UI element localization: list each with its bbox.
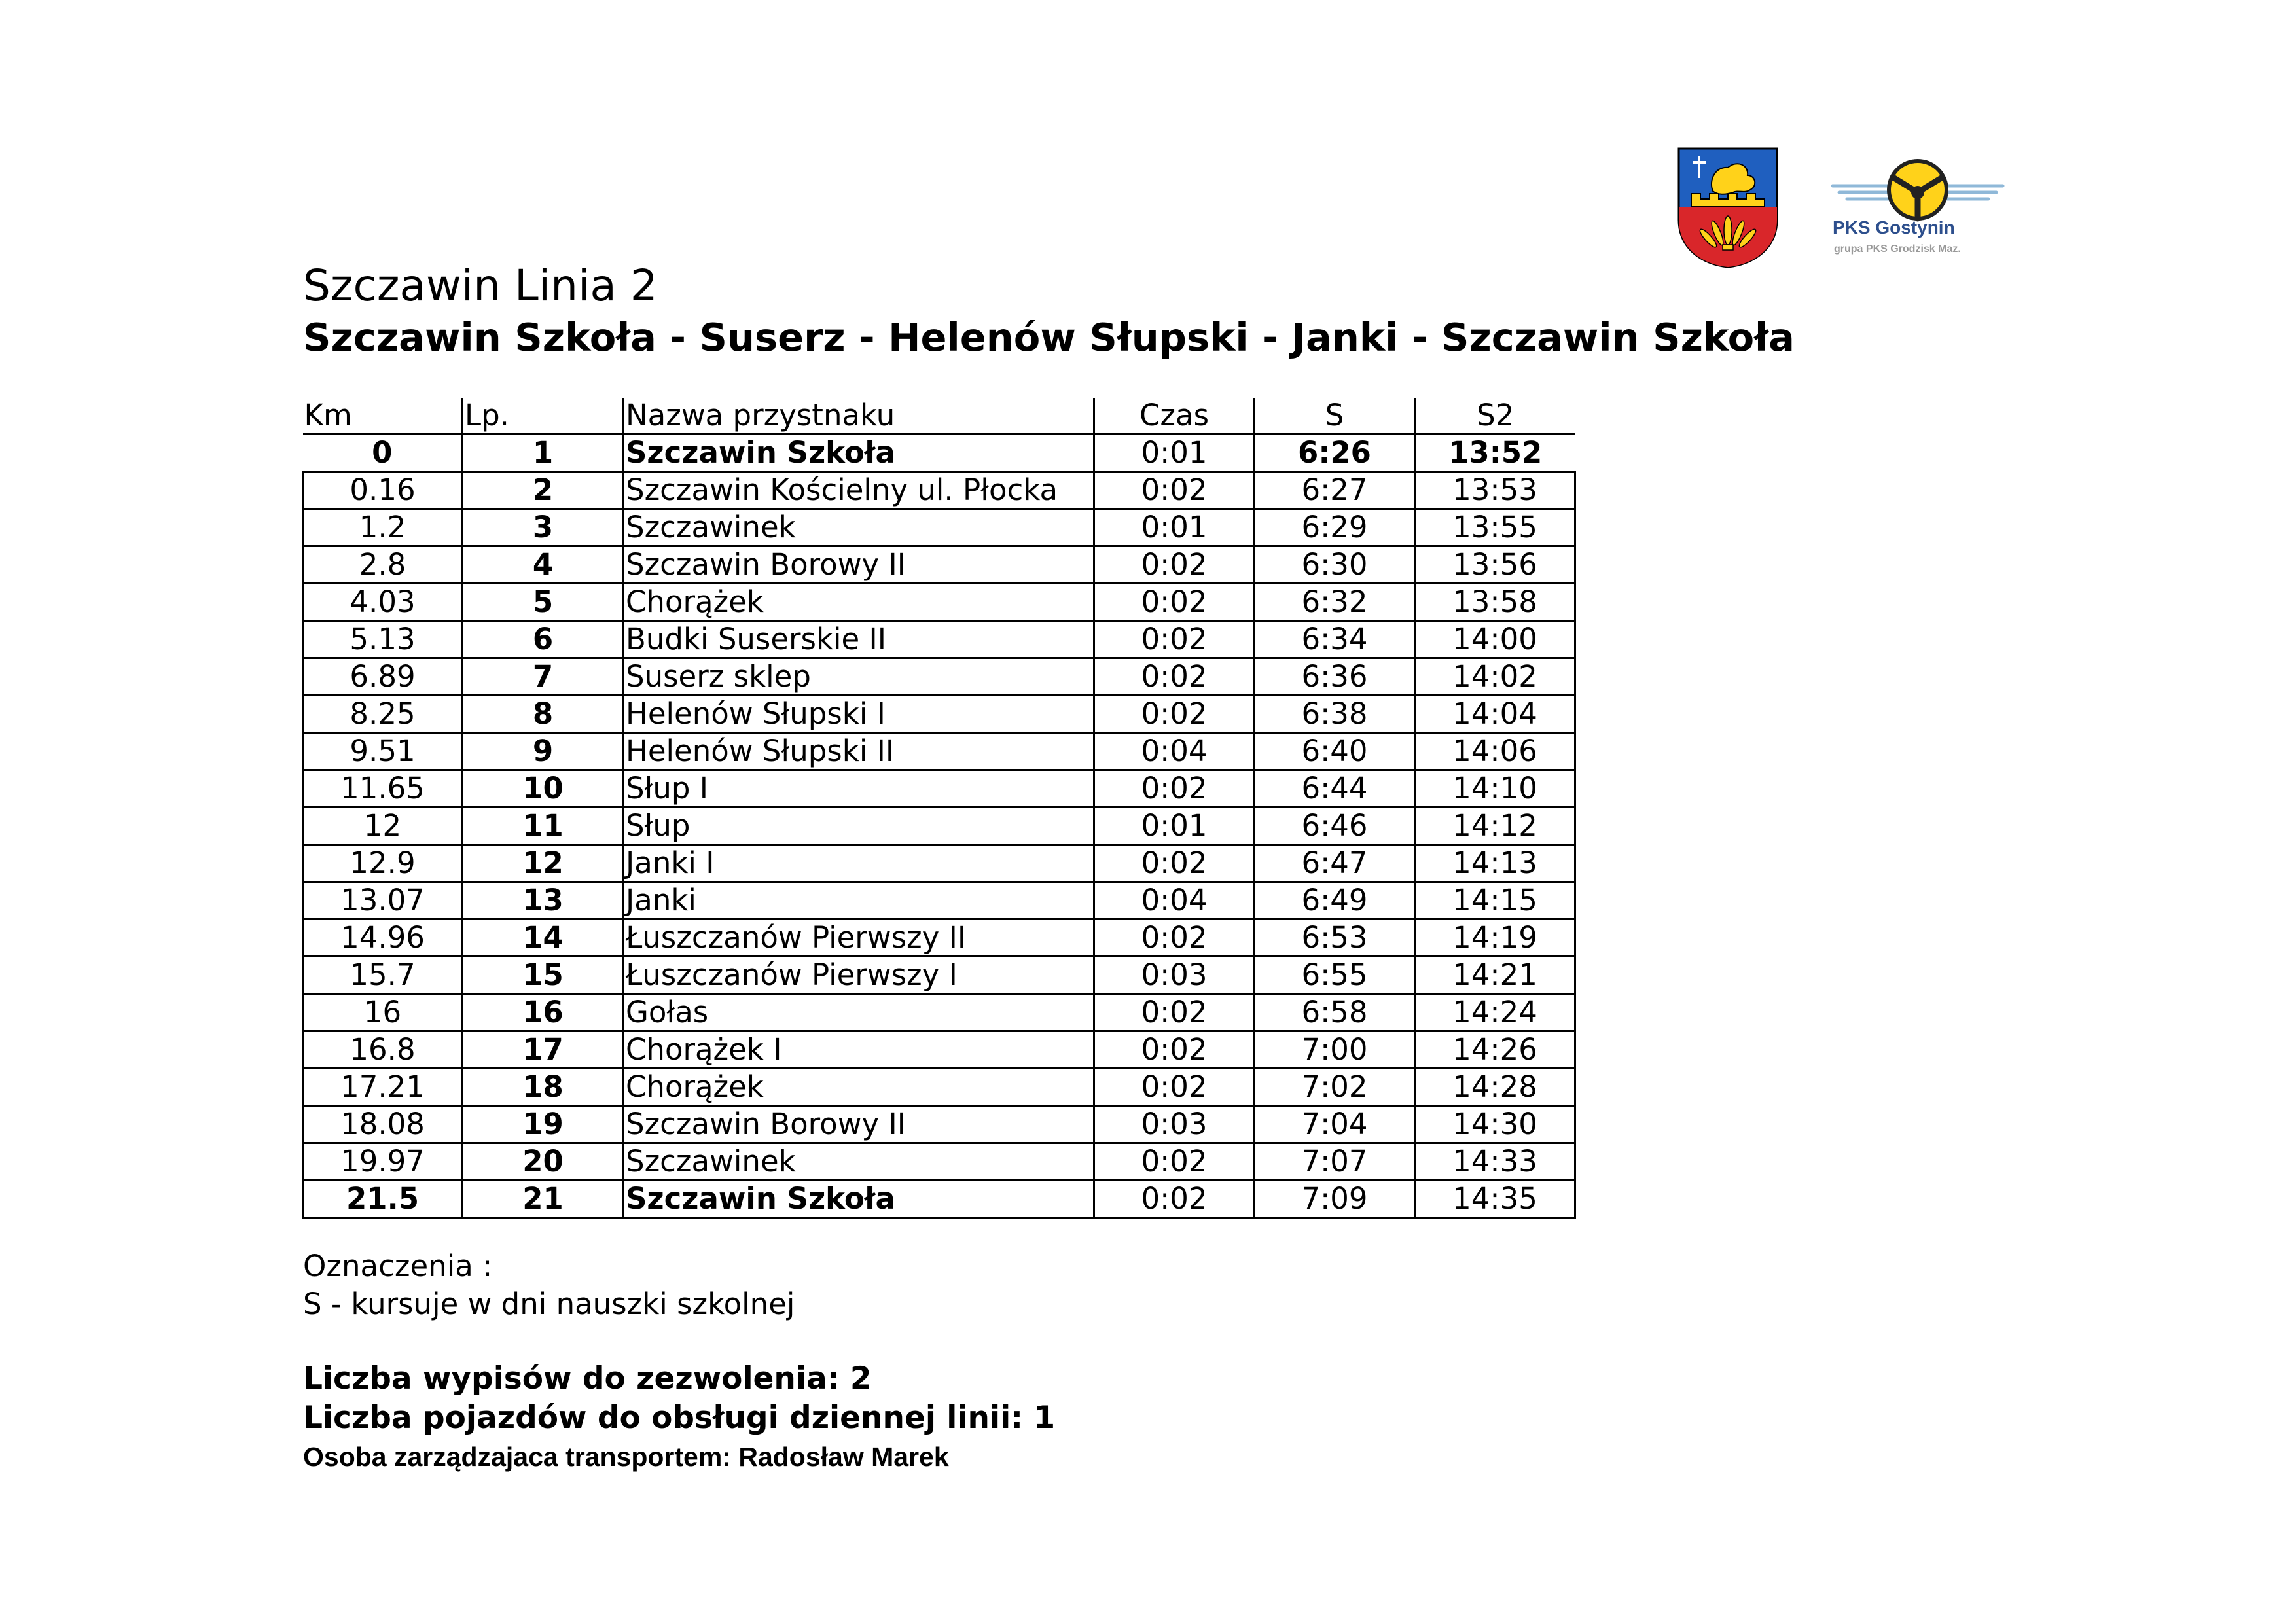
table-row xyxy=(303,1106,1575,1143)
stop-name-cell: Chorążek I xyxy=(624,1031,1094,1069)
s2-cell: 13:55 xyxy=(1415,509,1575,546)
stop-name-cell: Szczawinek xyxy=(624,1143,1094,1181)
table-row xyxy=(303,957,1575,994)
lp-cell: 7 xyxy=(463,658,624,696)
km-cell: 12 xyxy=(303,808,463,845)
s-cell: 6:44 xyxy=(1255,770,1415,808)
s2-cell: 14:12 xyxy=(1415,808,1575,845)
km-cell: 2.8 xyxy=(303,546,463,584)
header-time: Czas xyxy=(1094,398,1255,435)
s-cell: 6:32 xyxy=(1255,584,1415,621)
s2-cell: 13:52 xyxy=(1415,435,1575,472)
table-row xyxy=(303,472,1575,509)
s2-cell: 14:30 xyxy=(1415,1106,1575,1143)
s-cell: 7:04 xyxy=(1255,1106,1415,1143)
s2-cell: 13:53 xyxy=(1415,472,1575,509)
s-cell: 7:09 xyxy=(1255,1181,1415,1218)
lp-cell: 12 xyxy=(463,845,624,882)
stop-name-cell: Szczawin Borowy II xyxy=(624,1106,1094,1143)
s2-cell: 14:06 xyxy=(1415,733,1575,770)
time-cell: 0:02 xyxy=(1094,1031,1255,1069)
operator-subtitle: grupa PKS Grodzisk Maz. xyxy=(1834,243,1961,255)
table-row xyxy=(303,435,1575,472)
s-cell: 7:02 xyxy=(1255,1069,1415,1106)
route-title: Szczawin Szkoła - Suserz - Helenów Słupski - Janki - Szczawin Szkoła xyxy=(303,315,1795,360)
operator-name: PKS Gostynin xyxy=(1833,217,1955,238)
table-row xyxy=(303,919,1575,957)
page-title: Szczawin Linia 2 xyxy=(303,260,658,311)
km-cell: 14.96 xyxy=(303,919,463,957)
header-s2: S2 xyxy=(1415,398,1575,435)
km-cell: 5.13 xyxy=(303,621,463,658)
time-cell: 0:02 xyxy=(1094,1181,1255,1218)
s-cell: 6:26 xyxy=(1255,435,1415,472)
table-row xyxy=(303,584,1575,621)
lp-cell: 1 xyxy=(463,435,624,472)
s2-cell: 14:35 xyxy=(1415,1181,1575,1218)
table-row xyxy=(303,696,1575,733)
lp-cell: 9 xyxy=(463,733,624,770)
s2-cell: 13:56 xyxy=(1415,546,1575,584)
stop-name-cell: Łuszczanów Pierwszy II xyxy=(624,919,1094,957)
lp-cell: 15 xyxy=(463,957,624,994)
s2-cell: 14:02 xyxy=(1415,658,1575,696)
km-cell: 0.16 xyxy=(303,472,463,509)
km-cell: 13.07 xyxy=(303,882,463,919)
km-cell: 8.25 xyxy=(303,696,463,733)
table-row xyxy=(303,733,1575,770)
km-cell: 21.5 xyxy=(303,1181,463,1218)
s2-cell: 14:26 xyxy=(1415,1031,1575,1069)
stop-name-cell: Budki Suserskie II xyxy=(624,621,1094,658)
lp-cell: 17 xyxy=(463,1031,624,1069)
s-cell: 6:34 xyxy=(1255,621,1415,658)
table-row xyxy=(303,845,1575,882)
s-cell: 6:29 xyxy=(1255,509,1415,546)
header-s: S xyxy=(1255,398,1415,435)
legend-heading: Oznaczenia : xyxy=(303,1249,493,1283)
table-row xyxy=(303,1031,1575,1069)
lp-cell: 13 xyxy=(463,882,624,919)
transport-manager: Osoba zarządzajaca transportem: Radosław Marek xyxy=(303,1442,949,1472)
time-cell: 0:01 xyxy=(1094,435,1255,472)
permits-count: Liczba wypisów do zezwolenia: 2 xyxy=(303,1361,872,1397)
s-cell: 6:46 xyxy=(1255,808,1415,845)
km-cell: 6.89 xyxy=(303,658,463,696)
lp-cell: 8 xyxy=(463,696,624,733)
time-cell: 0:02 xyxy=(1094,1143,1255,1181)
table-row xyxy=(303,509,1575,546)
time-cell: 0:02 xyxy=(1094,472,1255,509)
s2-cell: 13:58 xyxy=(1415,584,1575,621)
s-cell: 7:00 xyxy=(1255,1031,1415,1069)
s2-cell: 14:19 xyxy=(1415,919,1575,957)
lp-cell: 11 xyxy=(463,808,624,845)
s-cell: 6:38 xyxy=(1255,696,1415,733)
time-cell: 0:04 xyxy=(1094,733,1255,770)
time-cell: 0:02 xyxy=(1094,621,1255,658)
lp-cell: 4 xyxy=(463,546,624,584)
lp-cell: 14 xyxy=(463,919,624,957)
table-row xyxy=(303,808,1575,845)
s-cell: 6:40 xyxy=(1255,733,1415,770)
table-row xyxy=(303,882,1575,919)
km-cell: 17.21 xyxy=(303,1069,463,1106)
km-cell: 16 xyxy=(303,994,463,1031)
s-cell: 7:07 xyxy=(1255,1143,1415,1181)
stop-name-cell: Szczawin Borowy II xyxy=(624,546,1094,584)
lp-cell: 21 xyxy=(463,1181,624,1218)
km-cell: 11.65 xyxy=(303,770,463,808)
s-cell: 6:36 xyxy=(1255,658,1415,696)
table-row xyxy=(303,546,1575,584)
km-cell: 12.9 xyxy=(303,845,463,882)
legend xyxy=(303,1247,795,1323)
s-cell: 6:47 xyxy=(1255,845,1415,882)
legend-item: S - kursuje w dni nauszki szkolnej xyxy=(303,1287,795,1321)
stop-name-cell: Szczawinek xyxy=(624,509,1094,546)
vehicles-count: Liczba pojazdów do obsługi dziennej linii: 1 xyxy=(303,1400,1056,1436)
timetable-body xyxy=(303,435,1575,1218)
stop-name-cell: Chorążek xyxy=(624,1069,1094,1106)
time-cell: 0:02 xyxy=(1094,1069,1255,1106)
stop-name-cell: Szczawin Szkoła xyxy=(624,1181,1094,1218)
time-cell: 0:03 xyxy=(1094,957,1255,994)
s-cell: 6:55 xyxy=(1255,957,1415,994)
km-cell: 15.7 xyxy=(303,957,463,994)
s-cell: 6:30 xyxy=(1255,546,1415,584)
s2-cell: 14:04 xyxy=(1415,696,1575,733)
stop-name-cell: Łuszczanów Pierwszy I xyxy=(624,957,1094,994)
lp-cell: 3 xyxy=(463,509,624,546)
stop-name-cell: Janki I xyxy=(624,845,1094,882)
stop-name-cell: Słup xyxy=(624,808,1094,845)
time-cell: 0:04 xyxy=(1094,882,1255,919)
s-cell: 6:27 xyxy=(1255,472,1415,509)
timetable xyxy=(302,398,1576,1219)
header-km: Km xyxy=(303,398,463,435)
time-cell: 0:02 xyxy=(1094,658,1255,696)
stop-name-cell: Chorążek xyxy=(624,584,1094,621)
km-cell: 18.08 xyxy=(303,1106,463,1143)
header-lp: Lp. xyxy=(463,398,624,435)
s2-cell: 14:28 xyxy=(1415,1069,1575,1106)
time-cell: 0:03 xyxy=(1094,1106,1255,1143)
km-cell: 0 xyxy=(303,435,463,472)
coat-of-arms-icon xyxy=(1677,147,1779,268)
lp-cell: 2 xyxy=(463,472,624,509)
s-cell: 6:49 xyxy=(1255,882,1415,919)
lp-cell: 16 xyxy=(463,994,624,1031)
time-cell: 0:02 xyxy=(1094,845,1255,882)
km-cell: 16.8 xyxy=(303,1031,463,1069)
time-cell: 0:02 xyxy=(1094,770,1255,808)
time-cell: 0:01 xyxy=(1094,509,1255,546)
s2-cell: 14:13 xyxy=(1415,845,1575,882)
s2-cell: 14:33 xyxy=(1415,1143,1575,1181)
stop-name-cell: Gołas xyxy=(624,994,1094,1031)
table-row xyxy=(303,1143,1575,1181)
table-header-row xyxy=(303,398,1575,435)
km-cell: 4.03 xyxy=(303,584,463,621)
time-cell: 0:01 xyxy=(1094,808,1255,845)
stop-name-cell: Helenów Słupski II xyxy=(624,733,1094,770)
table-row xyxy=(303,994,1575,1031)
s2-cell: 14:21 xyxy=(1415,957,1575,994)
time-cell: 0:02 xyxy=(1094,546,1255,584)
table-row xyxy=(303,770,1575,808)
stop-name-cell: Janki xyxy=(624,882,1094,919)
time-cell: 0:02 xyxy=(1094,919,1255,957)
lp-cell: 19 xyxy=(463,1106,624,1143)
s2-cell: 14:15 xyxy=(1415,882,1575,919)
time-cell: 0:02 xyxy=(1094,584,1255,621)
s2-cell: 14:00 xyxy=(1415,621,1575,658)
lp-cell: 10 xyxy=(463,770,624,808)
time-cell: 0:02 xyxy=(1094,994,1255,1031)
km-cell: 19.97 xyxy=(303,1143,463,1181)
km-cell: 1.2 xyxy=(303,509,463,546)
stop-name-cell: Słup I xyxy=(624,770,1094,808)
header-stop-name: Nazwa przystnaku xyxy=(624,398,1094,435)
s2-cell: 14:10 xyxy=(1415,770,1575,808)
s-cell: 6:53 xyxy=(1255,919,1415,957)
lp-cell: 18 xyxy=(463,1069,624,1106)
stop-name-cell: Helenów Słupski I xyxy=(624,696,1094,733)
s-cell: 6:58 xyxy=(1255,994,1415,1031)
lp-cell: 5 xyxy=(463,584,624,621)
time-cell: 0:02 xyxy=(1094,696,1255,733)
table-row xyxy=(303,621,1575,658)
table-row xyxy=(303,658,1575,696)
km-cell: 9.51 xyxy=(303,733,463,770)
lp-cell: 6 xyxy=(463,621,624,658)
stop-name-cell: Szczawin Kościelny ul. Płocka xyxy=(624,472,1094,509)
table-row xyxy=(303,1069,1575,1106)
stop-name-cell: Suserz sklep xyxy=(624,658,1094,696)
s2-cell: 14:24 xyxy=(1415,994,1575,1031)
lp-cell: 20 xyxy=(463,1143,624,1181)
stop-name-cell: Szczawin Szkoła xyxy=(624,435,1094,472)
table-row xyxy=(303,1181,1575,1218)
